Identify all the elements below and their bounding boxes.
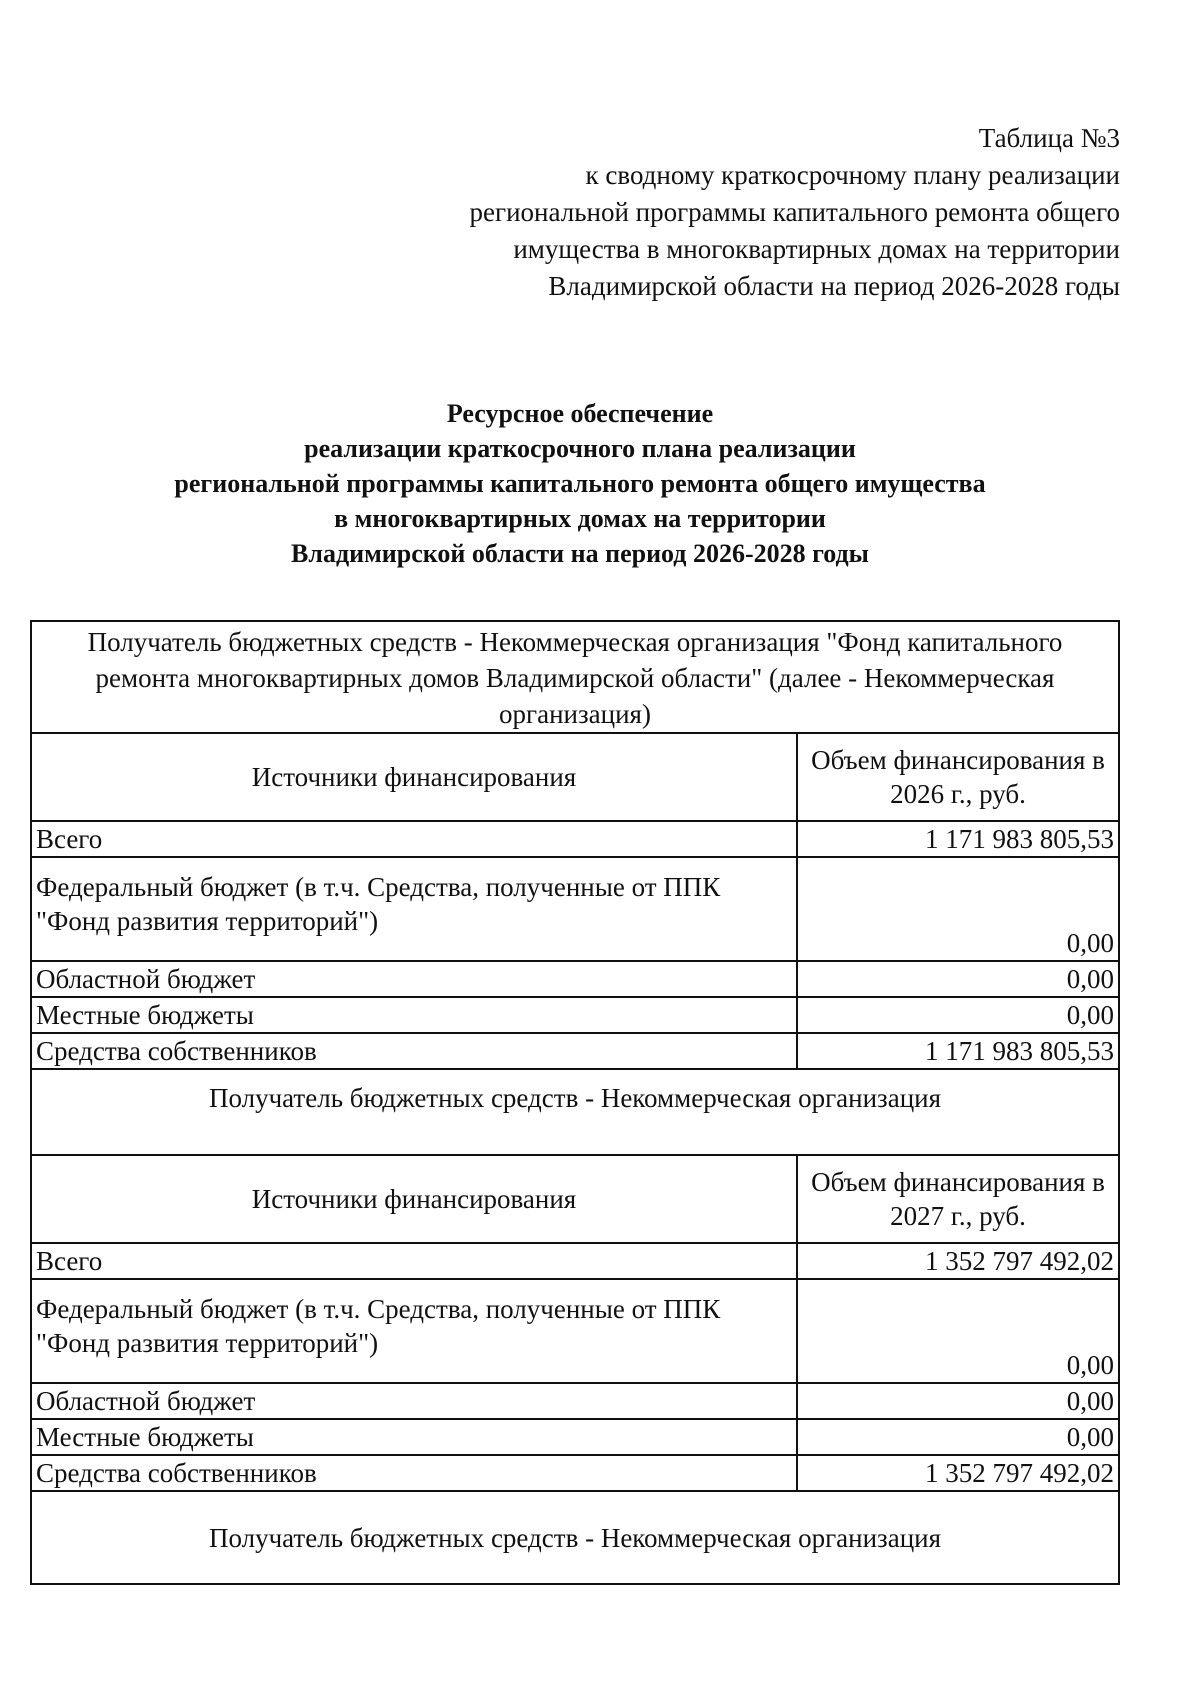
table-row: [31, 1383, 1119, 1419]
document-title: [40, 396, 1120, 571]
label-line: "Фонд развития территорий"): [36, 906, 379, 936]
row-label-total: Всего: [31, 821, 797, 857]
title-line: региональной программы капитального ремонта общего имущества: [174, 469, 986, 498]
title-line: реализации краткосрочного плана реализации: [304, 434, 856, 463]
annex-note: [360, 120, 1120, 305]
table-row: [31, 1033, 1119, 1069]
label-line: Федеральный бюджет (в т.ч. Средства, полученные от ППК: [36, 1294, 721, 1324]
financing-table-2026: [30, 732, 1120, 1070]
table-row: [31, 1455, 1119, 1491]
table-row: [31, 1243, 1119, 1279]
table-row: [31, 1279, 1119, 1383]
row-value-local: 0,00: [797, 997, 1119, 1033]
row-label-local: Местные бюджеты: [31, 1419, 797, 1455]
row-label-owners: Средства собственников: [31, 1455, 797, 1491]
title-line: Владимирской области на период 2026-2028 годы: [291, 539, 869, 568]
col-amount-line: Объем финансирования в: [811, 745, 1105, 775]
table-header-row: [31, 1155, 1119, 1243]
table-row: [31, 997, 1119, 1033]
recipient-line: ремонта многоквартирных домов Владимирской области" (далее - Некоммерческая: [95, 663, 1055, 693]
row-value-total: 1 171 983 805,53: [797, 821, 1119, 857]
col-amount-header: [797, 1155, 1119, 1243]
recipient-short: [30, 1080, 1120, 1160]
row-value-local: 0,00: [797, 1419, 1119, 1455]
col-amount-header: [797, 733, 1119, 821]
row-value-federal: 0,00: [797, 1279, 1119, 1383]
recipient-line: Получатель бюджетных средств - Некоммерческая организация: [208, 1083, 942, 1113]
annex-note-line: Владимирской области на период 2026-2028 годы: [548, 271, 1120, 301]
table-header-row: [31, 733, 1119, 821]
annex-note-line: к сводному краткосрочному плану реализации: [585, 160, 1120, 190]
recipient-line: Получатель бюджетных средств - Некоммерческая организация "Фонд капитального: [87, 627, 1063, 657]
row-value-federal: 0,00: [797, 857, 1119, 961]
annex-note-line: имущества в многоквартирных домах на территории: [513, 234, 1120, 264]
row-label-federal: [31, 1279, 797, 1383]
annex-note-line: Таблица №3: [978, 123, 1120, 153]
row-value-owners: 1 171 983 805,53: [797, 1033, 1119, 1069]
row-value-owners: 1 352 797 492,02: [797, 1455, 1119, 1491]
recipient-line: организация): [499, 699, 651, 729]
annex-note-line: региональной программы капитального ремонта общего: [469, 197, 1120, 227]
title-line: в многоквартирных домах на территории: [334, 504, 826, 533]
row-label-federal: [31, 857, 797, 961]
financing-table-2027: [30, 1154, 1120, 1492]
row-value-total: 1 352 797 492,02: [797, 1243, 1119, 1279]
row-label-regional: Областной бюджет: [31, 961, 797, 997]
row-label-owners: Средства собственников: [31, 1033, 797, 1069]
col-source-header: Источники финансирования: [31, 1155, 797, 1243]
recipient-line: Получатель бюджетных средств - Некоммерческая организация: [208, 1523, 942, 1553]
label-line: "Фонд развития территорий"): [36, 1328, 379, 1358]
row-label-total: Всего: [31, 1243, 797, 1279]
row-label-regional: Областной бюджет: [31, 1383, 797, 1419]
row-label-local: Местные бюджеты: [31, 997, 797, 1033]
title-line: Ресурсное обеспечение: [446, 399, 714, 428]
recipient-short-2: [30, 1520, 1120, 1580]
col-amount-line: 2027 г., руб.: [890, 1201, 1026, 1231]
row-value-regional: 0,00: [797, 961, 1119, 997]
table-row: [31, 1419, 1119, 1455]
label-line: Федеральный бюджет (в т.ч. Средства, полученные от ППК: [36, 872, 721, 902]
table-row: [31, 857, 1119, 961]
col-amount-line: Объем финансирования в: [811, 1167, 1105, 1197]
col-source-header: Источники финансирования: [31, 733, 797, 821]
table-row: [31, 821, 1119, 857]
row-value-regional: 0,00: [797, 1383, 1119, 1419]
recipient-full: [30, 622, 1120, 733]
table-row: [31, 961, 1119, 997]
col-amount-line: 2026 г., руб.: [890, 779, 1026, 809]
